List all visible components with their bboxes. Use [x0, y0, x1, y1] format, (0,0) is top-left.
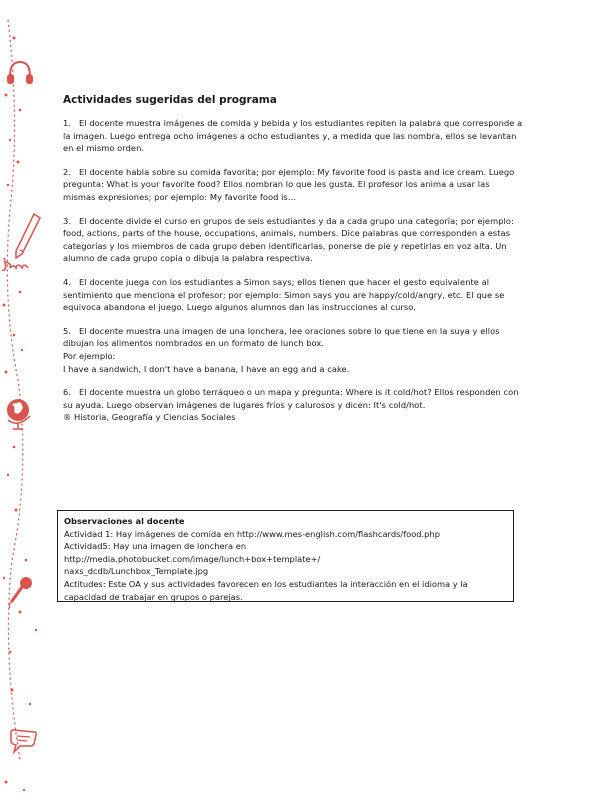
observation-line: Actividad5: Hay una imagen de lonchera en — [64, 541, 247, 552]
microphone-icon — [6, 575, 36, 609]
activity-item-4 — [63, 276, 523, 314]
activities-section — [63, 94, 523, 435]
observation-line: Actitudes: Este OA y sus actividades favorecen en los estudiantes la interacción en el idioma y la — [64, 578, 468, 589]
activity-item-3 — [63, 215, 523, 265]
activity-text: El docente habla sobre su comida favorita; por ejemplo: My favorite food is pasta and ice cream. Luego pregunta: What is your favorite food? Ellos nombran lo que les gusta. El profesor los anima a usar las mismas expresiones; por ejemplo: My favorite food is… — [63, 166, 515, 202]
activity-item-5 — [63, 325, 523, 375]
activity-number: 6. — [63, 387, 72, 398]
observations-box — [57, 510, 514, 602]
observation-line: Actividad 1: Hay imágenes de comida en http://www.mes-english.com/flashcards/food.php — [64, 528, 440, 539]
headphones-icon — [6, 58, 34, 88]
activity-item-2 — [63, 166, 523, 204]
activity-number: 3. — [63, 215, 72, 226]
activity-item-1 — [63, 117, 523, 155]
activity-text: El docente muestra una imagen de una lonchera, lee oraciones sobre lo que tiene en la suya y ellos dibujan los alimentos nombrados en un formato de lunch box. — [63, 325, 500, 349]
activity-example-text: I have a sandwich, I don't have a banana, I have an egg and a cake. — [63, 363, 350, 374]
activity-text: El docente muestra imágenes de comida y bebida y los estudiantes repiten la palabra que corresponde a la imagen. Luego entrega ocho imágenes a ocho estudiantes y, a medida que las nombra, ellos se levantan en el mismo orden. — [63, 118, 523, 154]
observation-url: http://media.photobucket.com/image/lunch+box+template+/ — [64, 553, 321, 564]
activity-number: 5. — [63, 325, 72, 336]
pencil-icon — [0, 210, 44, 280]
activity-text: El docente muestra un globo terráqueo o un mapa y pregunta: Where is it cold/hot? Ellos responden con su ayuda. Luego observan imágenes de lugares fríos y calurosos y dicen: It's cold/hot. — [63, 387, 519, 410]
activity-text: El docente divide el curso en grupos de seis estudiantes y da a cada grupo una categoría; por ejemplo: food, actions, parts of the house, occupations, animals, numbers. Dice palabras que corresponden a estas categorías y los miembros de cada grupo deben identificarlas, ponerse de pie y repetirlas en voz alta. Un alumno de cada grupo copia o dibuja la palabra respectiva. — [63, 215, 514, 264]
observations-title: Observaciones al docente — [64, 516, 185, 526]
activity-text: El docente juega con los estudiantes a Simon says; ellos tienen que hacer el gesto equivalente al sentimiento que menciona el profesor; por ejemplo: Simon says you are happy/cold/angry, etc. El que se equivoca abandona el juego. Luego algunos alumnos dan las instrucciones al curso. — [63, 276, 505, 313]
observation-line: capacidad de trabajar en grupos o parejas. — [64, 591, 243, 602]
activity-subject-link: ® Historia, Geografía y Ciencias Sociales — [63, 412, 236, 423]
globe-icon — [4, 396, 34, 430]
activity-number: 2. — [63, 166, 72, 177]
observation-url: naxs_dcdb/Lunchbox_Template.jpg — [64, 566, 209, 577]
page-title: Actividades sugeridas del programa — [63, 94, 277, 106]
activity-item-6 — [63, 386, 523, 424]
activity-example-label: Por ejemplo: — [63, 350, 116, 361]
activity-number: 4. — [63, 276, 72, 287]
activity-number: 1. — [63, 118, 72, 128]
speech-bubble-icon — [8, 728, 40, 754]
